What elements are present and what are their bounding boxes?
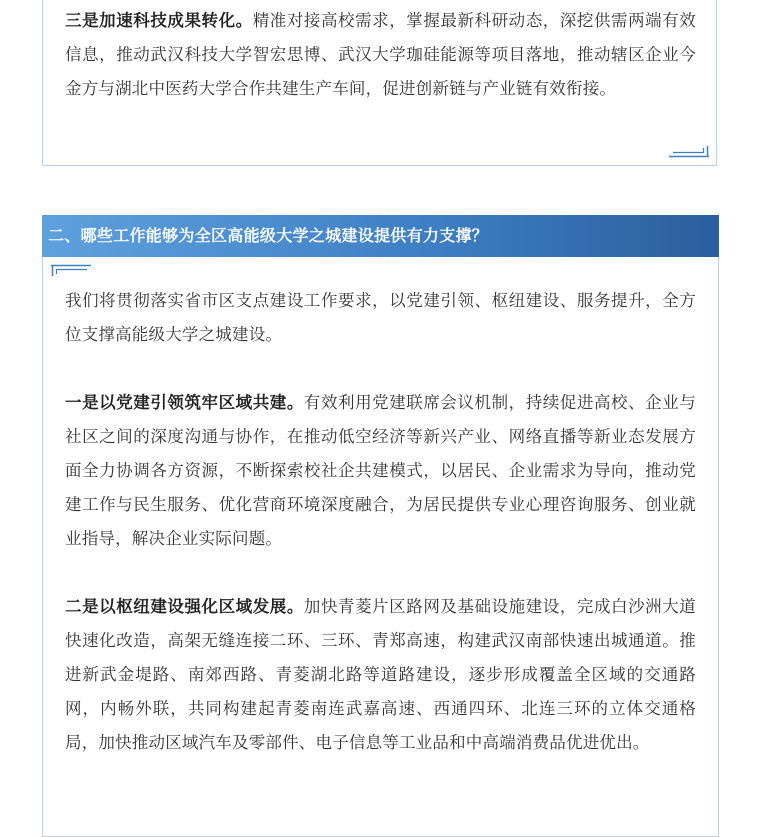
previous-section-box xyxy=(42,0,717,166)
corner-decoration-icon xyxy=(51,264,91,276)
paragraph-text: 有效利用党建联席会议机制，持续促进高校、企业与社区之间的深度沟通与协作，在推动低空经济等新兴产业、网络直播等新业态发展方面全力协调各方资源，不断探索校社企共建模式，以居民、企业需求为导向，推动党建工作与民生服务、优化营商环境深度融合，为居民提供专业心理咨询服务、创业就业指导，解决企业实际问题。 xyxy=(65,393,696,548)
section-content xyxy=(65,284,696,794)
paragraph-lead: 一是以党建引领筑牢区域共建。 xyxy=(65,393,304,412)
section-title: 二、哪些工作能够为全区高能级大学之城建设提供有力支撑？ xyxy=(48,226,489,245)
paragraph-hub-construction xyxy=(65,590,696,760)
section-body-box xyxy=(42,257,719,837)
intro-paragraph: 我们将贯彻落实省市区支点建设工作要求，以党建引领、枢纽建设、服务提升，全方位支撑高能级大学之城建设。 xyxy=(65,291,696,344)
paragraph-lead: 二是以枢纽建设强化区域发展。 xyxy=(65,597,304,616)
section-header xyxy=(42,215,719,257)
paragraph-lead: 三是加速科技成果转化。 xyxy=(65,11,253,30)
paragraph-text: 加快青菱片区路网及基础设施建设，完成白沙洲大道快速化改造，高架无缝连接二环、三环、青郑高速，构建武汉南部快速出城通道。推进新武金堤路、南郊西路、青菱湖北路等道路建设，逐步形成覆盖全区域的交通路网，内畅外联，共同构建起青菱南连武嘉高速、西通四环、北连三环的立体交通格局，加快推动区域汽车及零部件、电子信息等工业品和中高端消费品优进优出。 xyxy=(65,597,696,752)
corner-decoration-icon xyxy=(669,146,709,158)
paragraph-text: 精准对接高校需求，掌握最新科研动态，深挖供需两端有效信息，推动武汉科技大学智宏思博、武汉大学珈硅能源等项目落地，推动辖区企业今金方与湖北中医药大学合作共建生产车间，促进创新链与产业链有效衔接。 xyxy=(65,11,696,98)
paragraph-tech-transfer xyxy=(65,4,696,106)
paragraph-party-building xyxy=(65,386,696,556)
